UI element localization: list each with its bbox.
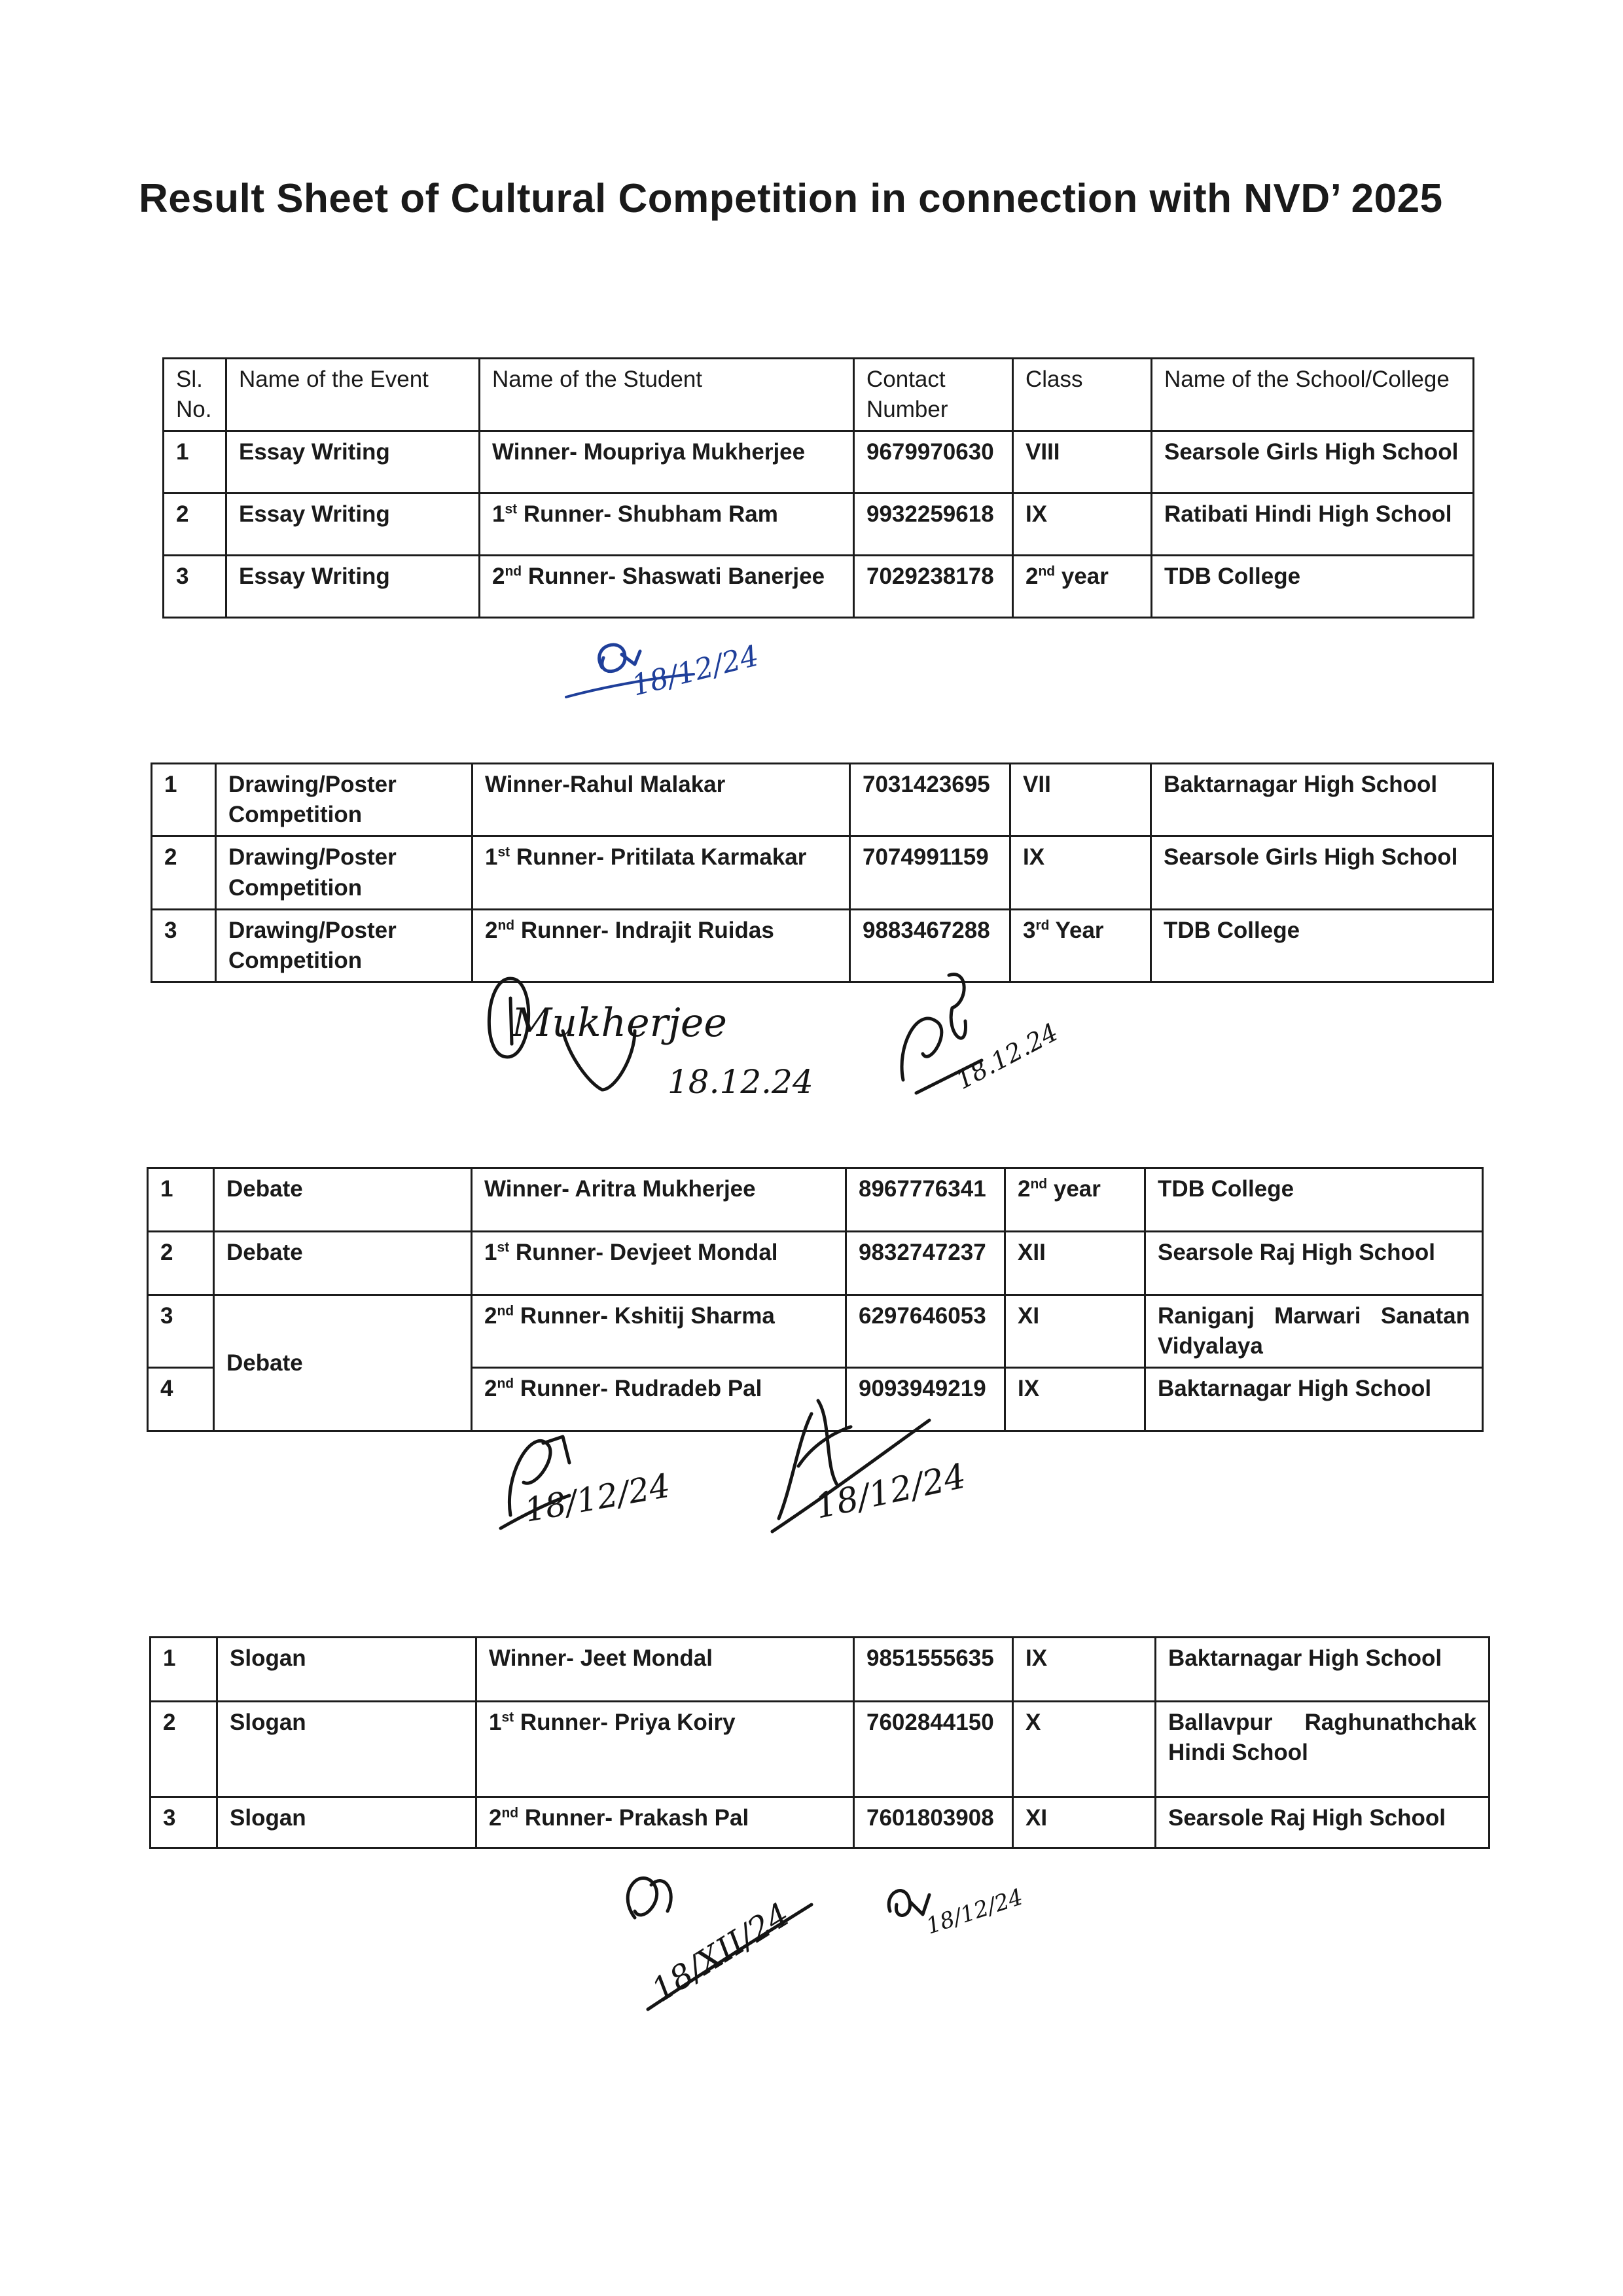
student-name: Pritilata Karmakar [610, 844, 807, 870]
sl-cell: 1 [148, 1168, 214, 1232]
table-row [164, 493, 1474, 556]
student-cell [480, 431, 854, 493]
signature-date: 18/12/24 [812, 1456, 970, 1527]
event-cell: Slogan [217, 1797, 476, 1848]
debate-signature-2 [753, 1388, 969, 1538]
contact-cell: 9851555635 [854, 1638, 1013, 1702]
signature-date: 18.12.24 [668, 1063, 813, 1101]
class-number: 2 [1026, 564, 1039, 590]
slogan-signature-1 [615, 1852, 831, 2022]
class-cell: IX [1013, 1638, 1156, 1702]
position-label: Runner- [518, 1805, 613, 1831]
position-suffix: nd [505, 564, 522, 579]
page-title: Result Sheet of Cultural Competition in connection with NVD’ 2025 [139, 176, 1443, 221]
school-cell: Searsole Raj High School [1145, 1232, 1483, 1295]
class-label: Year [1049, 917, 1104, 943]
sl-cell: 2 [148, 1232, 214, 1295]
contact-cell: 7601803908 [854, 1797, 1013, 1848]
school-cell: Baktarnagar High School [1156, 1638, 1489, 1702]
contact-cell: 7074991159 [850, 836, 1010, 909]
event-cell: Debate [214, 1295, 472, 1431]
position-number: 2 [492, 564, 505, 590]
event-cell: Essay Writing [226, 431, 480, 493]
student-name: Rahul Malakar [569, 772, 726, 797]
table-row [151, 1702, 1489, 1797]
school-cell: TDB College [1151, 909, 1493, 982]
class-cell: IX [1013, 493, 1152, 556]
position-suffix: st [497, 844, 510, 860]
contact-cell: 9679970630 [854, 431, 1013, 493]
position-label: Runner- [514, 1710, 609, 1735]
table-row [164, 431, 1474, 493]
student-cell [476, 1638, 854, 1702]
student-name: Indrajit Ruidas [615, 917, 774, 943]
position-label: Runner- [514, 1303, 609, 1329]
student-name: Jeet Mondal [580, 1645, 713, 1671]
essay-signature [563, 619, 785, 710]
position-suffix: st [497, 1240, 510, 1255]
student-name: Priya Koiry [614, 1710, 736, 1735]
drawing-signature-1 [471, 959, 812, 1129]
essay-results-table [162, 357, 1474, 619]
school-cell: TDB College [1145, 1168, 1483, 1232]
class-suffix: rd [1035, 918, 1050, 933]
table-row [152, 836, 1493, 909]
contact-cell: 9932259618 [854, 493, 1013, 556]
student-cell [472, 1168, 846, 1232]
class-cell: IX [1005, 1368, 1145, 1431]
contact-cell: 7031423695 [850, 764, 1010, 836]
table-row [152, 909, 1493, 982]
sl-cell: 3 [151, 1797, 217, 1848]
student-cell [480, 493, 854, 556]
table-row [152, 764, 1493, 836]
sl-cell: 3 [152, 909, 216, 982]
position-number: 2 [484, 1376, 497, 1402]
table-row [151, 1638, 1489, 1702]
student-name: Shubham Ram [617, 501, 778, 528]
debate-signature-1 [497, 1417, 694, 1541]
position-label: Winner- [492, 439, 577, 465]
position-label: Runner- [514, 1376, 609, 1402]
sl-cell: 2 [164, 493, 226, 556]
header-event: Name of the Event [226, 359, 480, 431]
student-name: Shaswati Banerjee [622, 564, 825, 590]
class-number: 2 [1018, 1176, 1031, 1202]
contact-cell: 7602844150 [854, 1702, 1013, 1797]
class-cell: XII [1005, 1232, 1145, 1295]
class-cell [1005, 1168, 1145, 1232]
class-cell: IX [1010, 836, 1151, 909]
slogan-results-table [149, 1636, 1490, 1849]
contact-cell: 7029238178 [854, 556, 1013, 618]
contact-cell: 9883467288 [850, 909, 1010, 982]
position-number: 2 [485, 917, 498, 943]
event-cell: Drawing/Poster Competition [216, 764, 473, 836]
signature-name: Mukherjee [512, 1000, 727, 1046]
school-cell: Searsole Girls High School [1151, 836, 1493, 909]
class-label: year [1047, 1176, 1101, 1202]
event-cell: Debate [214, 1168, 472, 1232]
signature-date: 18/12/24 [522, 1466, 673, 1530]
school-cell: Searsole Raj High School [1156, 1797, 1489, 1848]
student-name: Devjeet Mondal [609, 1240, 778, 1265]
sl-cell: 3 [164, 556, 226, 618]
student-cell [472, 1232, 846, 1295]
school-cell: Raniganj Marwari Sanatan Vidyalaya [1145, 1295, 1483, 1368]
class-suffix: nd [1038, 564, 1056, 579]
class-suffix: nd [1030, 1176, 1048, 1192]
event-cell: Slogan [217, 1702, 476, 1797]
event-cell: Slogan [217, 1638, 476, 1702]
sl-cell: 1 [151, 1638, 217, 1702]
position-number: 1 [485, 844, 498, 870]
position-label: Winner- [484, 1176, 569, 1202]
position-suffix: st [505, 501, 518, 517]
contact-cell: 6297646053 [846, 1295, 1005, 1368]
position-label: Winner- [485, 772, 570, 797]
student-cell [480, 556, 854, 618]
class-cell: X [1013, 1702, 1156, 1797]
position-label: Winner- [489, 1645, 574, 1671]
signature-date: 18/XII/24 [645, 1895, 796, 2010]
class-cell [1013, 556, 1152, 618]
signature-date: 18/12/24 [628, 639, 762, 703]
student-cell [476, 1797, 854, 1848]
drawing-results-table [151, 762, 1494, 983]
student-name: Moupriya Mukherjee [583, 439, 806, 465]
position-number: 2 [484, 1303, 497, 1329]
class-cell: VIII [1013, 431, 1152, 493]
school-cell: Baktarnagar High School [1145, 1368, 1483, 1431]
school-cell: Baktarnagar High School [1151, 764, 1493, 836]
position-suffix: nd [497, 918, 515, 933]
position-label: Runner- [514, 917, 609, 943]
contact-cell: 9093949219 [846, 1368, 1005, 1431]
student-name: Rudradeb Pal [614, 1376, 762, 1402]
student-cell [476, 1702, 854, 1797]
header-sl-no: Sl. No. [164, 359, 226, 431]
table-row [148, 1295, 1483, 1368]
signature-date: 18/12/24 [923, 1884, 1027, 1940]
student-name: Prakash Pal [618, 1805, 749, 1831]
header-student: Name of the Student [480, 359, 854, 431]
header-contact: Contact Number [854, 359, 1013, 431]
slogan-signature-2 [880, 1865, 1063, 1964]
position-suffix: st [501, 1710, 514, 1725]
sl-cell: 3 [148, 1295, 214, 1368]
header-school: Name of the School/College [1152, 359, 1474, 431]
sl-cell: 1 [152, 764, 216, 836]
student-cell [473, 764, 850, 836]
drawing-signature-2 [890, 962, 1106, 1113]
student-name: Aritra Mukherjee [575, 1176, 756, 1202]
sl-cell: 1 [164, 431, 226, 493]
table-row [151, 1797, 1489, 1848]
position-number: 1 [492, 501, 505, 528]
position-number: 1 [489, 1710, 502, 1735]
event-cell: Drawing/Poster Competition [216, 836, 473, 909]
event-cell: Essay Writing [226, 556, 480, 618]
class-cell: XI [1013, 1797, 1156, 1848]
table-header-row [164, 359, 1474, 431]
event-cell: Drawing/Poster Competition [216, 909, 473, 982]
position-label: Runner- [509, 1240, 604, 1265]
student-cell [472, 1295, 846, 1368]
signature-date: 18.12.24 [951, 1017, 1063, 1095]
student-cell [473, 836, 850, 909]
class-label: year [1055, 564, 1109, 590]
position-suffix: nd [497, 1303, 514, 1319]
contact-cell: 8967776341 [846, 1168, 1005, 1232]
position-label: Runner- [517, 501, 612, 528]
position-label: Runner- [522, 564, 616, 590]
sl-cell: 2 [151, 1702, 217, 1797]
event-cell: Debate [214, 1232, 472, 1295]
event-cell: Essay Writing [226, 493, 480, 556]
class-cell: VII [1010, 764, 1151, 836]
school-cell: Ratibati Hindi High School [1152, 493, 1474, 556]
school-cell: Ballavpur Raghunathchak Hindi School [1156, 1702, 1489, 1797]
position-number: 2 [489, 1805, 502, 1831]
school-cell: TDB College [1152, 556, 1474, 618]
contact-cell: 9832747237 [846, 1232, 1005, 1295]
sl-cell: 4 [148, 1368, 214, 1431]
class-number: 3 [1023, 917, 1036, 943]
table-row [164, 556, 1474, 618]
signature-mark [889, 1891, 929, 1916]
position-suffix: nd [501, 1805, 519, 1821]
table-row [148, 1232, 1483, 1295]
class-cell: XI [1005, 1295, 1145, 1368]
student-name: Kshitij Sharma [614, 1303, 775, 1329]
school-cell: Searsole Girls High School [1152, 431, 1474, 493]
sl-cell: 2 [152, 836, 216, 909]
position-number: 1 [484, 1240, 497, 1265]
position-suffix: nd [497, 1376, 514, 1391]
table-row [148, 1168, 1483, 1232]
header-class: Class [1013, 359, 1152, 431]
position-label: Runner- [510, 844, 605, 870]
